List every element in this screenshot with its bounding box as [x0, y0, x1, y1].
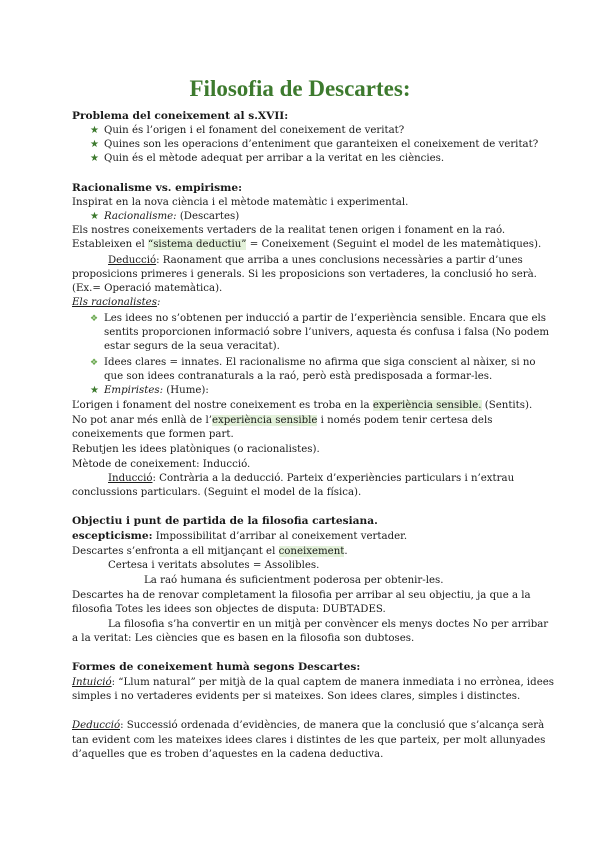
list-item-text: Quin és l’origen i el fonament del coneixement de veritat? [104, 125, 405, 136]
induccio-term: Inducció [108, 473, 153, 484]
text: : Contrària a la deducció. Parteix d’experiències particulars i n’extrau [152, 473, 515, 484]
list-item-text: Les idees no s’obtenen per inducció a partir de l’experiència sensible. Encara que els [104, 313, 546, 324]
star-icon: ★ [90, 211, 100, 222]
paragraph: (Ex.= Operació matemàtica). [72, 283, 223, 294]
list-item [90, 124, 404, 137]
paragraph [72, 238, 541, 251]
list-item-text: Quines son les operacions d’enteniment que garanteixen el coneixement de veritat? [104, 139, 539, 150]
list-item-text: sentits proporcionen informació sobre l’univers, aquesta és confusa i falsa (No podem [104, 327, 550, 338]
text: i només podem tenir certesa dels [317, 415, 493, 426]
paragraph: tan evident com les mateixes idees clares i distintes de les que parteix, per molt allunyades [72, 735, 546, 746]
text: L’origen i fonament del nostre coneixement es troba en la [72, 400, 373, 411]
paragraph: La filosofia s’ha convertir en un mitjà per convèncer els menys doctes No per arribar [108, 619, 549, 630]
diamond-icon: ❖ [90, 358, 99, 368]
list-item-text: estar segurs de la seua veracitat). [104, 341, 280, 352]
paragraph [108, 254, 523, 267]
list-item-text: que son idees contranaturals a la raó, però està predisposada a formar-les. [104, 371, 493, 382]
text: : “Llum natural” per mitjà de la qual captem de manera inmediata i no errònea, idees [111, 677, 554, 688]
text: = Coneixement (Seguint el model de les matemàtiques). [246, 239, 542, 250]
list-item [90, 384, 209, 397]
list-item [90, 312, 546, 326]
paragraph [72, 296, 160, 309]
paragraph: d’aquelles que es troben d’aquestes en la cadena deductiva. [72, 749, 384, 760]
text: Estableixen el [72, 239, 148, 250]
paragraph [72, 414, 492, 427]
text: : [156, 297, 161, 308]
paragraph: filosofia Totes les idees son objectes de disputa: DUBTADES. [72, 604, 386, 615]
racionalisme-label: Racionalisme: [104, 211, 177, 222]
star-icon: ★ [90, 139, 100, 150]
highlighted-text: coneixement [278, 546, 345, 557]
list-item-text: Idees clares = innates. El racionalisme no afirma que siga conscient al nàixer, si no [104, 357, 536, 368]
paragraph: Els nostres coneixements vertaders de la realitat tenen origen i fonament en la raó. [72, 225, 506, 236]
list-item [90, 138, 538, 151]
text: : Raonament que arriba a unes conclusions necessàries a partir d’unes [156, 255, 523, 266]
escepticisme-term: escepticisme: [72, 530, 153, 542]
list-item-text: Quin és el mètode adequat per arribar a la veritat en les ciències. [104, 153, 445, 164]
text: Impossibilitat d’arribar al coneixement vertader. [152, 531, 408, 542]
section-heading-objectiu: Objectiu i punt de partida de la filosofia cartesiana. [72, 515, 378, 527]
paragraph: La raó humana és suficientment poderosa per obtenir-les. [144, 575, 444, 586]
star-icon: ★ [90, 153, 100, 164]
section-heading-problema: Problema del coneixement al s.XVII: [72, 110, 289, 122]
text: : Successió ordenada d’evidències, de manera que la conclusió que s’alcança serà [120, 720, 545, 731]
paragraph [72, 530, 407, 543]
star-icon: ★ [90, 125, 100, 136]
paragraph [108, 472, 514, 485]
paragraph: conclussions particulars. (Seguint el model de la física). [72, 487, 362, 498]
list-item [90, 152, 444, 165]
document-title: Filosofia de Descartes: [189, 76, 411, 101]
star-icon: ★ [90, 385, 100, 396]
paragraph: Mètode de coneixement: Inducció. [72, 459, 251, 470]
paragraph [72, 676, 554, 689]
paragraph: Descartes ha de renovar completament la filosofia per arribar al seu objectiu, ja que a la [72, 590, 531, 601]
paragraph: a la veritat: Les ciències que es basen en la filosofia son dubtoses. [72, 633, 415, 644]
paragraph: coneixements que formen part. [72, 429, 234, 440]
text: . [344, 546, 348, 557]
diamond-icon: ❖ [90, 314, 99, 324]
text: (Sentits). [481, 400, 533, 411]
empiristes-label: Empiristes: [104, 385, 164, 396]
highlighted-text: experiència sensible. [372, 400, 482, 411]
list-item [90, 356, 536, 370]
section-heading-formes: Formes de coneixement humà segons Descartes: [72, 661, 361, 673]
deduccio-term: Deducció [108, 255, 157, 266]
deduccio-term: Deducció [72, 720, 121, 731]
highlighted-text: “sistema deductiu” [148, 239, 247, 250]
highlighted-text: experiència sensible [211, 415, 318, 426]
intuicio-term: Intuició [72, 677, 112, 688]
paragraph: Certesa i veritats absolutes = Assolibles. [108, 560, 320, 571]
paragraph [72, 545, 348, 558]
empiristes-author: (Hume): [163, 385, 209, 396]
paragraph [72, 399, 532, 412]
paragraph: Rebutjen les idees platòniques (o racionalistes). [72, 444, 320, 455]
racionalistes-term: Els racionalistes [72, 297, 157, 308]
list-item [90, 210, 239, 223]
paragraph: Inspirat en la nova ciència i el mètode matemàtic i experimental. [72, 197, 409, 208]
paragraph: simples i no vertaderes evidents per si mateixes. Son idees clares, simples i distinctes. [72, 691, 521, 702]
paragraph [72, 719, 544, 732]
racionalisme-author: (Descartes) [176, 211, 240, 222]
paragraph: proposicions primeres i generals. Si les proposicions son vertaderes, la conclusió ho serà. [72, 269, 537, 280]
text: Descartes s’enfronta a ell mitjançant el [72, 546, 279, 557]
text: No pot anar més enllà de l’ [72, 415, 212, 426]
section-heading-racionalisme: Racionalisme vs. empirisme: [72, 182, 242, 194]
